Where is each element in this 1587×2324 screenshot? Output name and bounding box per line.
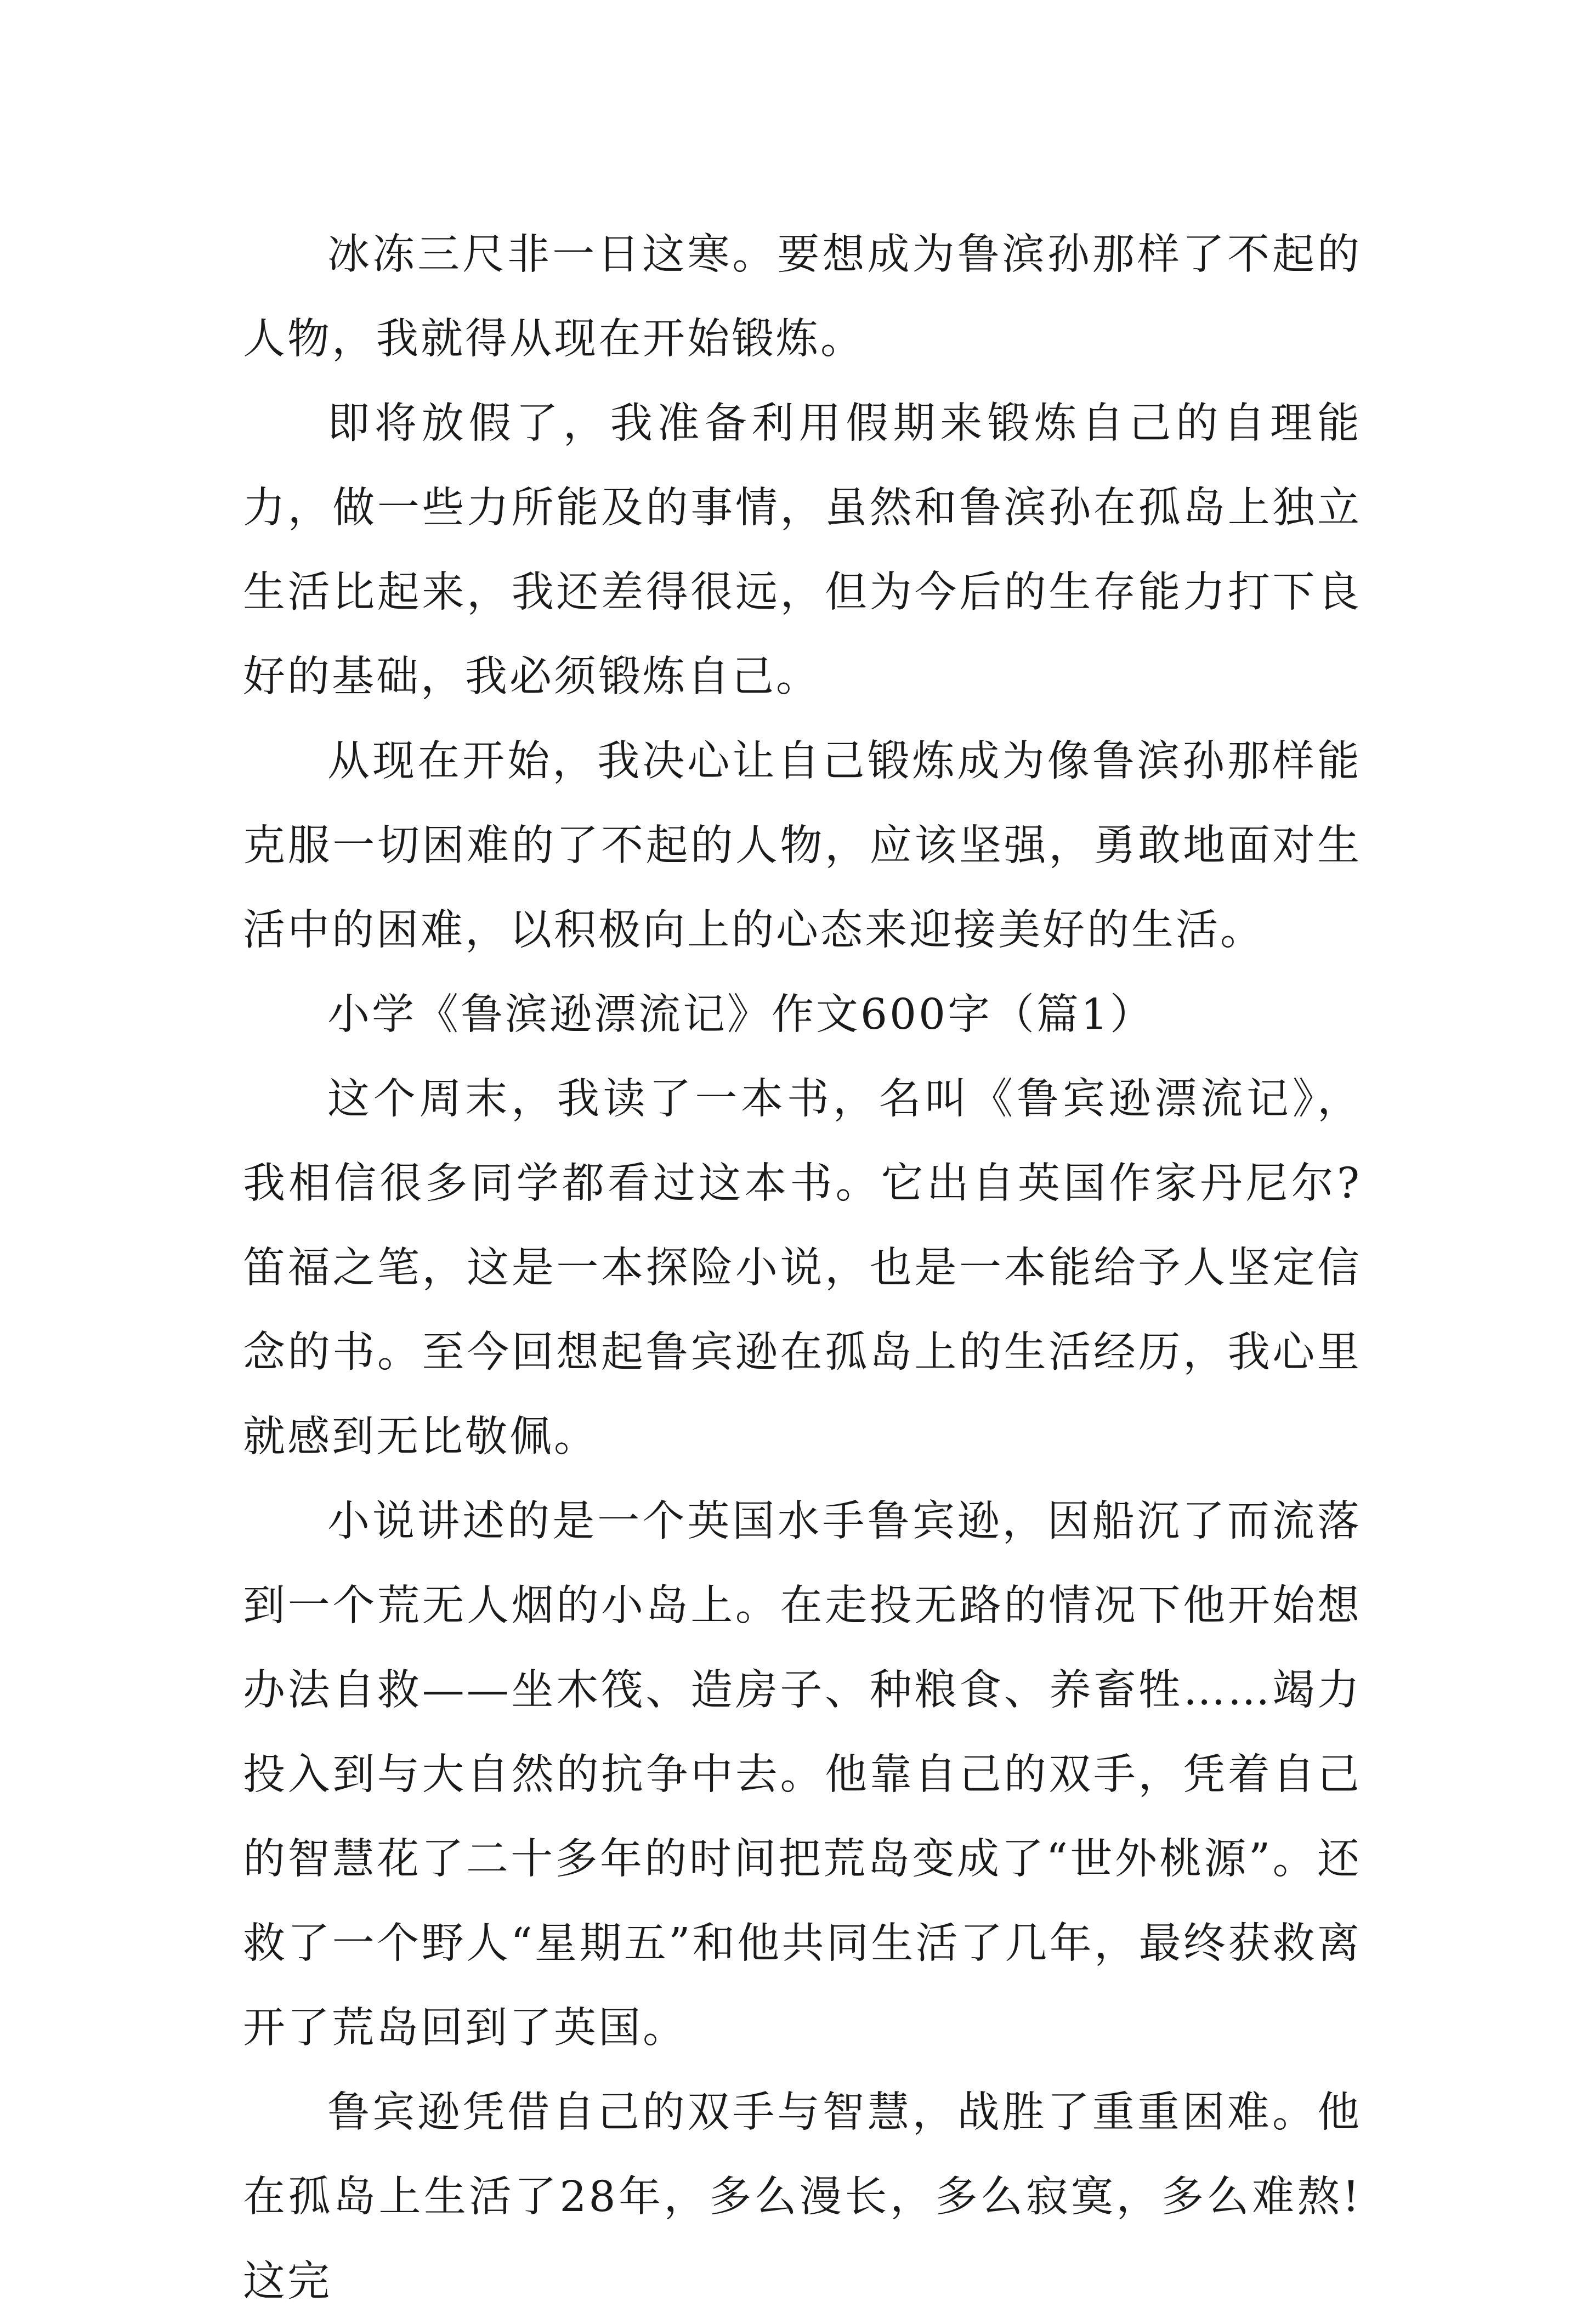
paragraph-4: 这个周末，我读了一本书，名叫《鲁宾逊漂流记》，我相信很多同学都看过这本书。它出自英国作家丹尼尔?笛福之笔，这是一本探险小说，也是一本能给予人坚定信念的书。至今回想起鲁宾逊在孤岛上的生活经历，我心里就感到无比敬佩。 <box>243 1075 1362 1461</box>
paragraph-2: 即将放假了，我准备利用假期来锻炼自己的自理能力，做一些力所能及的事情，虽然和鲁滨孙在孤岛上独立生活比起来，我还差得很远，但为今后的生存能力打下良好的基础，我必须锻炼自己。 <box>243 399 1362 701</box>
essay-title: 小学《鲁滨逊漂流记》作文600字（篇1） <box>327 990 1154 1039</box>
paragraph-1: 冰冻三尺非一日这寒。要想成为鲁滨孙那样了不起的人物，我就得从现在开始锻炼。 <box>243 230 1362 364</box>
document-body <box>243 213 1362 2324</box>
paragraph-5: 小说讲述的是一个英国水手鲁宾逊，因船沉了而流落到一个荒无人烟的小岛上。在走投无路的情况下他开始想办法自救——坐木筏、造房子、种粮食、养畜牲……竭力投入到与大自然的抗争中去。他靠自己的双手，凭着自己的智慧花了二十多年的时间把荒岛变成了“世外桃源”。还救了一个野人“星期五”和他共同生活了几年，最终获救离开了荒岛回到了英国。 <box>243 1497 1362 2053</box>
paragraph-6: 鲁宾逊凭借自己的双手与智慧，战胜了重重困难。他在孤岛上生活了28年，多么漫长，多么寂寞，多么难熬!这完 <box>243 2088 1362 2306</box>
paragraph-3: 从现在开始，我决心让自己锻炼成为像鲁滨孙那样能克服一切困难的了不起的人物，应该坚强，勇敢地面对生活中的困难，以积极向上的心态来迎接美好的生活。 <box>243 737 1362 955</box>
